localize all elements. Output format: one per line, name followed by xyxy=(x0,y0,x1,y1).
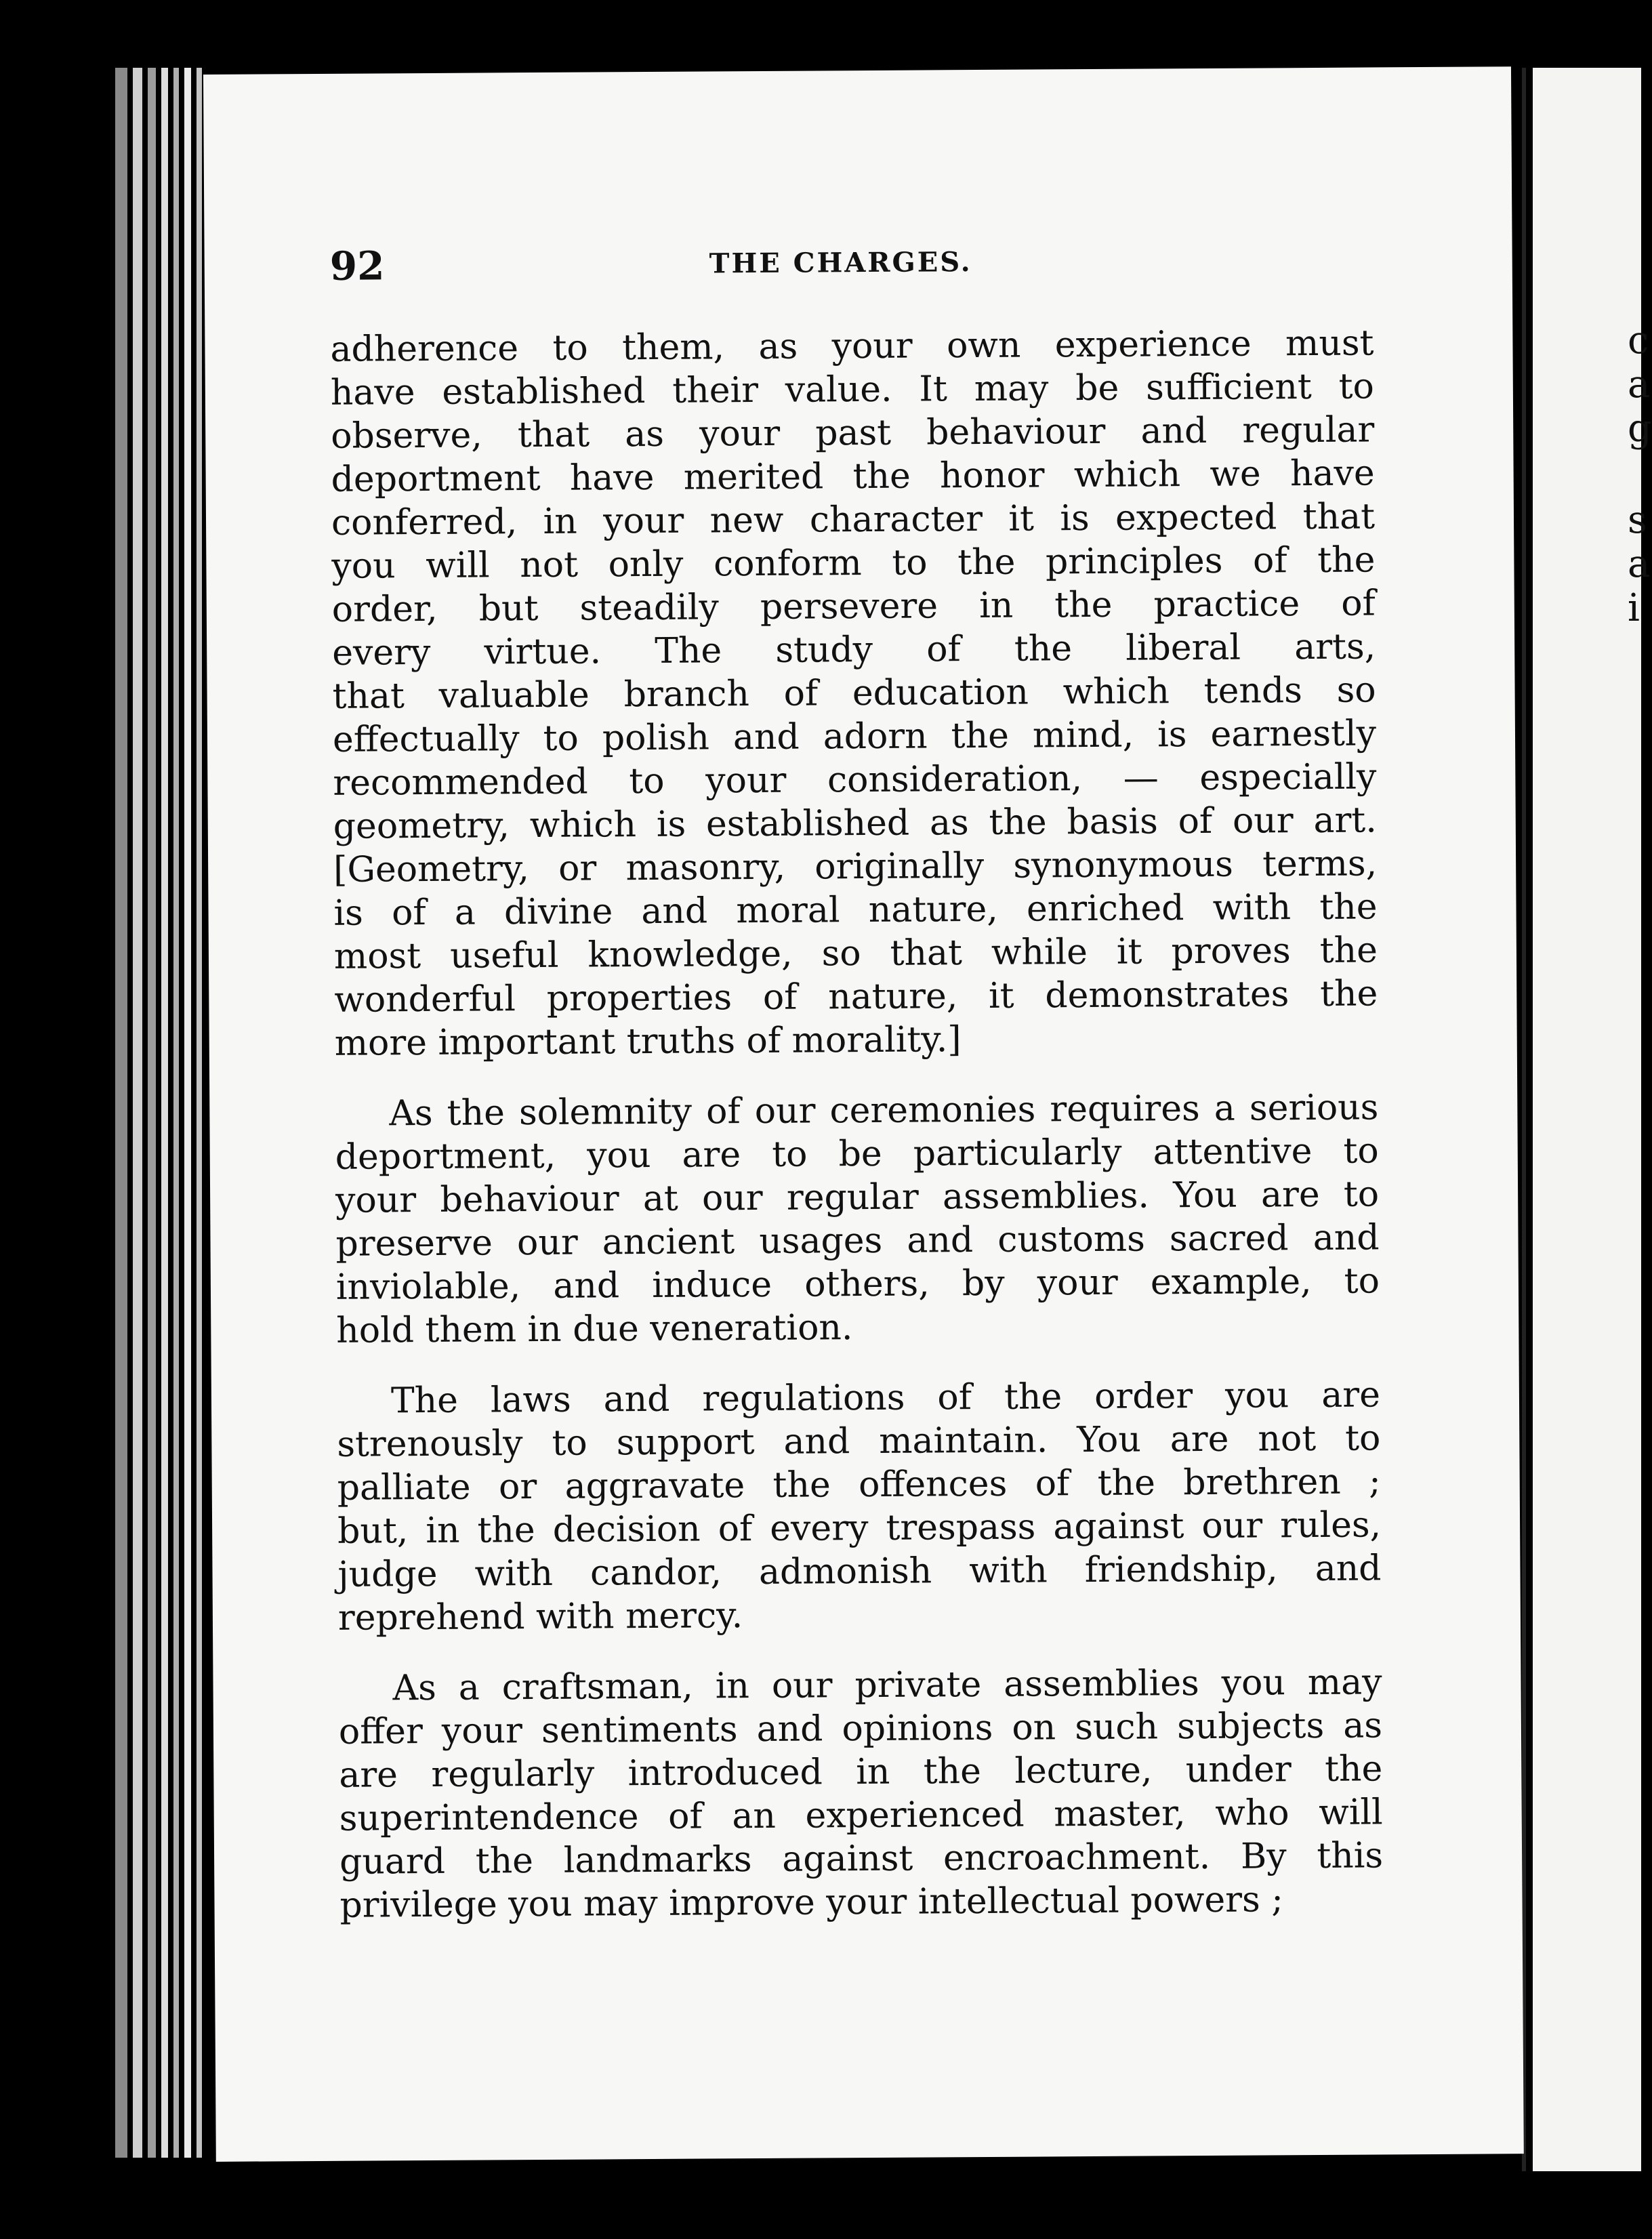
text-line: have established their value. It may be sufficient to xyxy=(330,366,1375,413)
text-line: conferred, in your new character it is expected that xyxy=(331,496,1376,543)
text-line: every virtue. The study of the liberal arts, xyxy=(332,626,1376,674)
text-line: inviolable, and induce others, by your example, to xyxy=(335,1260,1380,1308)
page-edge xyxy=(115,68,127,2158)
text-line: palliate or aggravate the offences of the brethren ; xyxy=(337,1461,1381,1508)
text-line: geometry, which is established as the basis of our art. xyxy=(333,800,1377,847)
text-line: most useful knowledge, so that while it proves the xyxy=(333,930,1378,977)
facing-page-fragment: a xyxy=(1628,363,1651,407)
text-line: privilege you may improve your intellectual powers ; xyxy=(339,1879,1283,1926)
book-page xyxy=(203,66,1524,2162)
paragraph xyxy=(337,1373,1382,1639)
text-line: deportment, you are to be particularly attentive to xyxy=(335,1130,1379,1178)
page-edge xyxy=(173,68,179,2158)
running-head xyxy=(330,236,1496,304)
text-line: that valuable branch of education which tends so xyxy=(332,670,1376,717)
text-line: superintendence of an experienced master, who will xyxy=(339,1792,1383,1839)
paragraph xyxy=(338,1660,1383,1927)
page-edge xyxy=(161,68,168,2158)
text-line: hold them in due veneration. xyxy=(336,1307,853,1351)
text-line: wonderful properties of nature, it demonstrates the xyxy=(334,973,1378,1021)
text-line: more important truths of morality.] xyxy=(334,1019,962,1064)
text-line: your behaviour at our regular assemblies. You are to xyxy=(335,1174,1380,1221)
text-line: judge with candor, admonish with friendship, and xyxy=(337,1548,1382,1595)
facing-page-fragment: g xyxy=(1628,407,1652,451)
text-line: recommended to your consideration, — especially xyxy=(333,756,1377,804)
text-line: As a craftsman, in our private assemblies you may xyxy=(392,1662,1382,1709)
text-line: As the solemnity of our ceremonies requires a serious xyxy=(389,1087,1379,1134)
text-line: preserve our ancient usages and customs sacred and xyxy=(335,1217,1380,1265)
page-number: 92 xyxy=(329,243,385,289)
paragraph xyxy=(330,321,1378,1065)
facing-page-fragment: s xyxy=(1628,498,1647,542)
page-edge xyxy=(197,68,202,2158)
text-line: effectually to polish and adorn the mind, is earnestly xyxy=(332,713,1377,760)
facing-page xyxy=(1533,68,1652,2171)
page-edge xyxy=(133,68,142,2158)
text-line: strenously to support and maintain. You are not to xyxy=(337,1418,1381,1465)
facing-page-fragment: a xyxy=(1628,542,1651,586)
text-line: order, but steadily persevere in the practice of xyxy=(331,583,1376,630)
text-line: observe, that as your past behaviour and regular xyxy=(331,409,1375,457)
text-line: reprehend with mercy. xyxy=(337,1595,743,1639)
text-line: [Geometry, or masonry, originally synonymous terms, xyxy=(333,843,1378,890)
text-line: but, in the decision of every trespass against our rules, xyxy=(337,1504,1382,1552)
facing-page-fragment: i xyxy=(1628,586,1640,630)
page-edge xyxy=(148,68,156,2158)
text-line: guard the landmarks against encroachment. By this xyxy=(339,1835,1384,1883)
text-line: is of a divine and moral nature, enriched with the xyxy=(333,886,1378,934)
running-title: THE CHARGES. xyxy=(709,246,972,280)
paragraph xyxy=(335,1086,1380,1352)
gutter-shadow xyxy=(1522,68,1526,2171)
body-text xyxy=(330,321,1384,1954)
text-line: The laws and regulations of the order you are xyxy=(390,1374,1381,1422)
page-edge xyxy=(184,68,191,2158)
text-line: you will not only conform to the principles of the xyxy=(331,539,1376,587)
text-line: adherence to them, as your own experience must xyxy=(330,323,1374,370)
text-line: deportment have merited the honor which we have xyxy=(331,453,1375,500)
text-line: are regularly introduced in the lecture, under the xyxy=(339,1748,1383,1796)
facing-page-fragment: c xyxy=(1628,319,1649,363)
text-line: offer your sentiments and opinions on such subjects as xyxy=(338,1705,1383,1752)
